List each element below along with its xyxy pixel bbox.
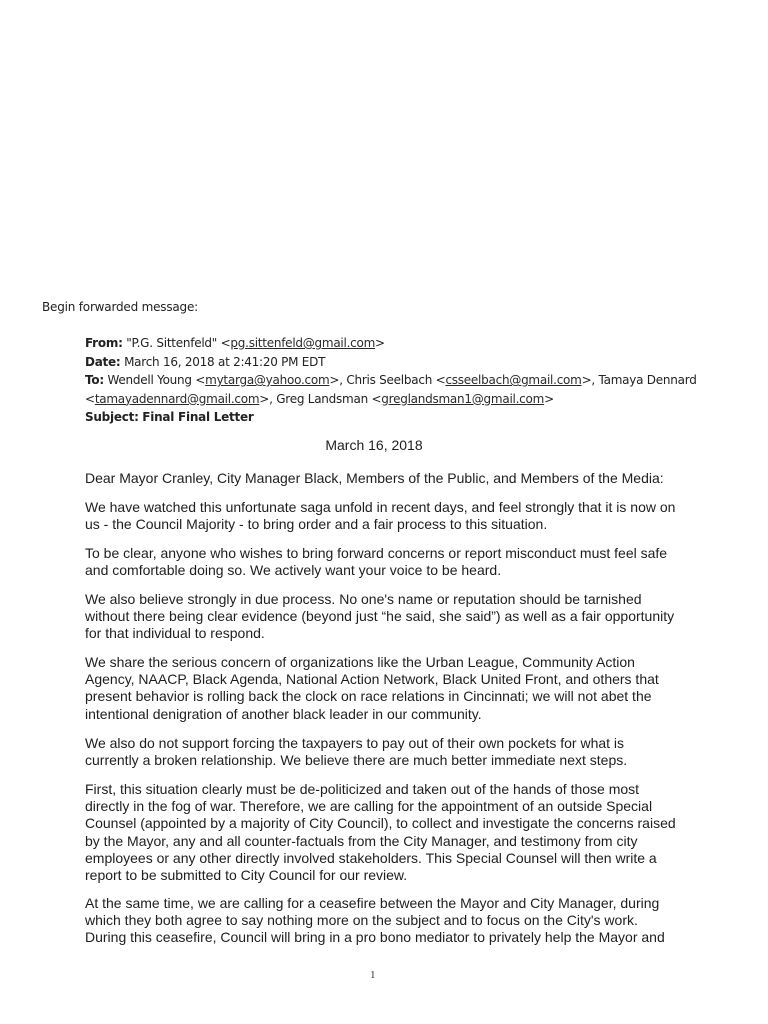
- paragraph-line: by the Mayor, any and all counter-factuals from the City Manager, and testimony from city: [85, 832, 638, 849]
- paragraph-line: currently a broken relationship. We believe there are much better immediate next steps.: [85, 752, 628, 769]
- from-close: >: [375, 336, 385, 350]
- paragraph-1: [85, 499, 695, 533]
- paragraph-line: We share the serious concern of organizations like the Urban League, Community Action: [85, 654, 635, 670]
- to-recipient-3-name: >, Tamaya Dennard: [581, 373, 697, 388]
- to-line-continued: [85, 390, 725, 409]
- subject-value: Final Final Letter: [142, 410, 254, 425]
- to-recipient-2-name: >, Chris Seelbach <: [329, 373, 446, 388]
- paragraph-line: without there being clear evidence (beyond just “he said, she said”) as well as a fair opportunity: [85, 608, 675, 625]
- from-name: "P.G. Sittenfeld" <: [126, 336, 231, 350]
- to-recipient-3-open: <: [85, 391, 95, 406]
- to-recipient-1-name: Wendell Young <: [107, 373, 206, 388]
- to-recipient-1-email-link[interactable]: mytarga@yahoo.com: [205, 373, 330, 388]
- to-line: [85, 371, 725, 390]
- paragraph-line: Counsel (appointed by a majority of City Council), to collect and investigate the concerns raised: [85, 815, 676, 832]
- paragraph-3: [85, 591, 695, 643]
- paragraph-line: We also believe strongly in due process. No one's name or reputation should be tarnished: [85, 591, 642, 607]
- salutation: Dear Mayor Cranley, City Manager Black, Members of the Public, and Members of the Media:: [85, 470, 664, 486]
- paragraph-line: directly in the fog of war. Therefore, we are calling for the appointment of an outside Special: [85, 798, 653, 815]
- paragraph-line: which they both agree to say nothing more on the subject and to focus on the City's work.: [85, 912, 638, 929]
- paragraph-line: employees or any other directly involved stakeholders. This Special Counsel will then write a: [85, 849, 657, 866]
- to-recipient-3-email-link[interactable]: tamayadennard@gmail.com: [94, 391, 260, 406]
- date-value: March 16, 2018 at 2:41:20 PM EDT: [124, 354, 326, 369]
- paragraph-line: We have watched this unfortunate saga unfold in recent days, and feel strongly that it is now on: [85, 499, 676, 515]
- date-label: Date:: [85, 354, 121, 369]
- paragraph-line: us - the Council Majority - to bring order and a fair process to this situation.: [85, 516, 548, 533]
- paragraph-line: for that individual to respond.: [85, 625, 265, 642]
- from-label: From:: [85, 336, 123, 350]
- paragraph-line: present behavior is rolling back the clock on race relations in Cincinnati; we will not abet the: [85, 688, 652, 705]
- paragraph-6: [85, 781, 695, 884]
- paragraph-line: At the same time, we are calling for a ceasefire between the Mayor and City Manager, during: [85, 895, 660, 911]
- to-recipient-4-name: >, Greg Landsman <: [259, 391, 382, 406]
- paragraph-line: report to be submitted to City Council for our review.: [85, 867, 408, 884]
- paragraph-4: [85, 654, 695, 723]
- subject-label: Subject:: [85, 410, 139, 425]
- page-number: 1: [370, 969, 376, 981]
- letter-date: March 16, 2018: [325, 437, 423, 453]
- from-line: [85, 334, 725, 353]
- paragraph-line: intentional denigration of another black leader in our community.: [85, 705, 482, 722]
- paragraph-line: First, this situation clearly must be de-politicized and taken out of the hands of those most: [85, 781, 640, 797]
- paragraph-5: [85, 735, 695, 769]
- paragraph-7: [85, 895, 695, 947]
- to-recipient-4-close: >: [544, 391, 554, 406]
- from-email-link[interactable]: pg.sittenfeld@gmail.com: [230, 336, 376, 350]
- subject-line: [85, 408, 725, 427]
- to-label: To:: [85, 373, 104, 388]
- paragraph-line: Agency, NAACP, Black Agenda, National Action Network, Black United Front, and others that: [85, 671, 659, 688]
- to-recipient-4-email-link[interactable]: greglandsman1@gmail.com: [381, 391, 545, 406]
- date-line: [85, 353, 725, 372]
- paragraph-line: To be clear, anyone who wishes to bring forward concerns or report misconduct must feel safe: [85, 545, 668, 561]
- paragraph-line: We also do not support forcing the taxpayers to pay out of their own pockets for what is: [85, 735, 625, 751]
- to-recipient-2-email-link[interactable]: csseelbach@gmail.com: [445, 373, 582, 388]
- paragraph-2: [85, 545, 695, 579]
- paragraph-line: During this ceasefire, Council will bring in a pro bono mediator to privately help the Mayor and: [85, 929, 665, 946]
- forwarded-message-intro: Begin forwarded message:: [42, 300, 198, 314]
- paragraph-line: and comfortable doing so. We actively want your voice to be heard.: [85, 562, 502, 579]
- email-header: [85, 334, 725, 427]
